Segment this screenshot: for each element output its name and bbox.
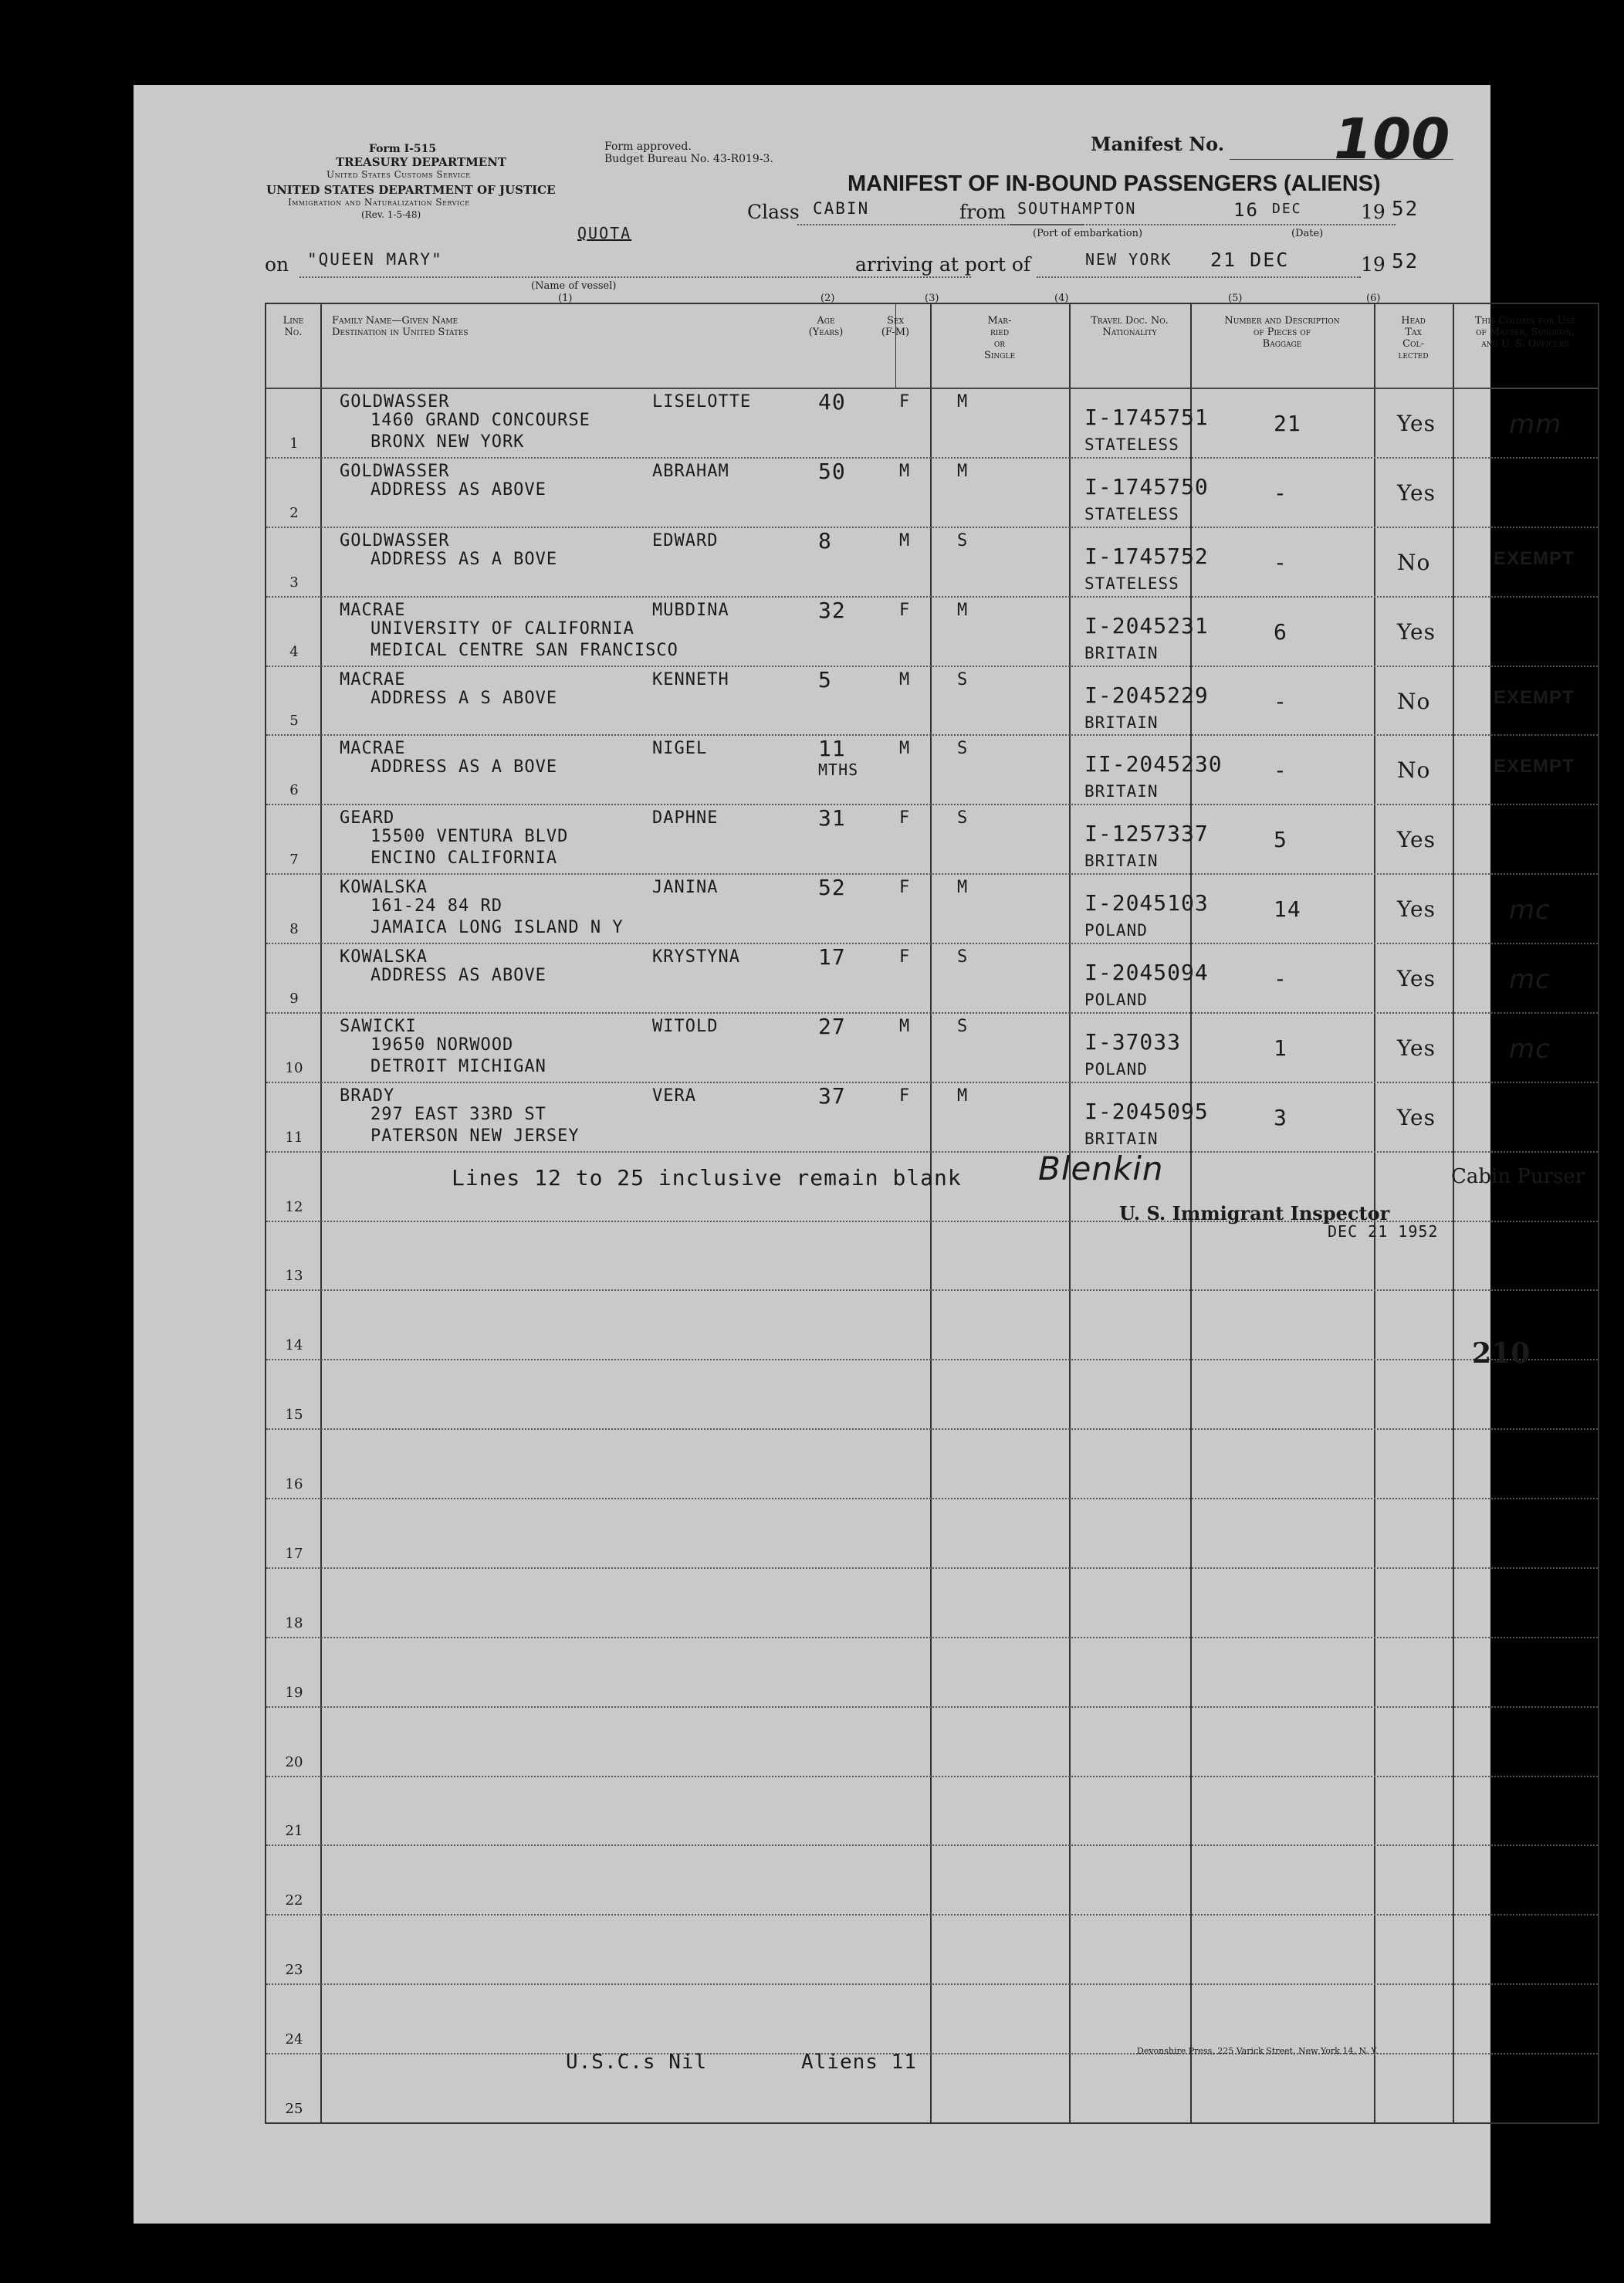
row-rule: [266, 1151, 1598, 1153]
nationality: STATELESS: [1084, 574, 1179, 593]
arriving-label: arriving at port of: [855, 253, 1031, 276]
line-number: 20: [285, 1753, 303, 1770]
travel-doc-number: I-37033: [1084, 1028, 1182, 1055]
passenger-given-name: KRYSTYNA: [652, 947, 740, 967]
passenger-sex: F: [899, 600, 911, 620]
col-head-age: [791, 315, 861, 338]
baggage-count: -: [1274, 688, 1287, 714]
baggage-count: 3: [1274, 1104, 1287, 1130]
passenger-sex: M: [899, 530, 911, 550]
col-num-5: (5): [1228, 293, 1243, 304]
passenger-sex: M: [899, 669, 911, 689]
baggage-count: 14: [1274, 896, 1301, 923]
passenger-family-name: MACRAE: [340, 600, 406, 620]
passenger-age: 5: [818, 666, 832, 693]
customs-service: United States Customs Service: [326, 169, 471, 180]
col-num-4: (4): [1054, 293, 1069, 304]
vessel-line: [299, 276, 971, 278]
inspector-label: U. S. Immigrant Inspector: [1119, 1201, 1390, 1224]
passenger-marital: S: [957, 808, 969, 828]
passenger-family-name: BRADY: [340, 1086, 395, 1106]
vessel-name: "QUEEN MARY": [307, 250, 443, 269]
col-head-married-line: Single: [983, 350, 1016, 361]
destination-line-1: UNIVERSITY OF CALIFORNIA: [370, 618, 634, 638]
destination-line-1: 161-24 84 RD: [370, 896, 502, 916]
row-rule: [266, 596, 1598, 598]
row-rule: [266, 1776, 1598, 1777]
travel-doc-number: II-2045230: [1084, 751, 1223, 777]
nationality: BRITAIN: [1084, 1129, 1159, 1148]
destination-line-2: BRONX NEW YORK: [370, 432, 525, 452]
destination-line-2: JAMAICA LONG ISLAND N Y: [370, 918, 624, 938]
from-label: from: [959, 201, 1006, 223]
row-rule: [266, 1914, 1598, 1915]
embark-month: DEC: [1272, 201, 1302, 217]
purser-signature: Blenkin: [1038, 1149, 1164, 1187]
embark-day: 16: [1233, 199, 1259, 221]
col-head-sex: [861, 315, 930, 338]
passenger-table: [265, 303, 1599, 2124]
year-prefix-2: 19: [1361, 253, 1385, 276]
nationality: BRITAIN: [1084, 852, 1159, 871]
class-label: Class: [747, 201, 800, 223]
destination-line-1: ADDRESS AS A BOVE: [370, 757, 558, 777]
travel-doc-number: I-1745751: [1084, 405, 1209, 430]
line-number: 17: [285, 1545, 303, 1562]
line-number: 6: [289, 782, 299, 799]
col-head-married: [930, 315, 1069, 361]
passenger-age: 11: [818, 736, 846, 762]
passenger-family-name: GOLDWASSER: [340, 530, 450, 550]
embark-caption: (Port of embarkation): [1033, 228, 1143, 239]
passenger-age: 37: [818, 1082, 846, 1109]
col-num-1: (1): [558, 293, 573, 304]
line-number: 5: [289, 713, 299, 730]
col-head-tax-line: Col-: [1402, 338, 1424, 350]
head-tax: Yes: [1397, 479, 1436, 506]
col-head-name: [332, 315, 641, 338]
passenger-sex: F: [899, 1086, 911, 1106]
row-rule: [266, 1289, 1598, 1291]
baggage-count: -: [1274, 479, 1287, 506]
head-tax: Yes: [1397, 966, 1436, 992]
line-number: 4: [289, 643, 299, 660]
baggage-count: -: [1274, 549, 1287, 575]
from-value: SOUTHAMPTON: [1017, 199, 1137, 218]
line-number: 18: [285, 1614, 303, 1631]
passenger-marital: S: [957, 947, 969, 967]
destination-line-1: ADDRESS A S ABOVE: [370, 688, 558, 708]
passenger-given-name: VERA: [652, 1086, 696, 1106]
passenger-family-name: GOLDWASSER: [340, 461, 450, 481]
col-head-baggage-line: Number and Description: [1224, 315, 1340, 327]
destination-line-2: ENCINO CALIFORNIA: [370, 849, 558, 869]
passenger-family-name: KOWALSKA: [340, 947, 428, 967]
passenger-marital: S: [957, 530, 969, 550]
destination-line-1: ADDRESS AS ABOVE: [370, 479, 546, 500]
line-number: 16: [285, 1476, 303, 1493]
line-number: 12: [285, 1198, 303, 1215]
col-head-baggage: [1190, 315, 1374, 350]
passenger-family-name: MACRAE: [340, 669, 406, 689]
col-num-6: (6): [1366, 293, 1381, 304]
head-tax: Yes: [1397, 618, 1436, 645]
line-number: 10: [285, 1059, 303, 1076]
line-number: 21: [285, 1823, 303, 1840]
passenger-family-name: KOWALSKA: [340, 878, 428, 898]
passenger-given-name: KENNETH: [652, 669, 729, 689]
officer-initials: mc: [1509, 1033, 1551, 1065]
embark-year: 52: [1392, 198, 1419, 221]
col-head-married-line: Mar-: [987, 315, 1012, 327]
col-head-tax-line: lected: [1398, 350, 1429, 361]
passenger-age: 8: [818, 527, 832, 554]
form-approved: Form approved.: [604, 141, 692, 153]
col-head-married-line: ried: [990, 327, 1010, 338]
col-head-baggage-line: Baggage: [1262, 338, 1302, 350]
passenger-age: 17: [818, 944, 846, 970]
row-rule: [266, 1637, 1598, 1638]
col-head-name-line: Destination in United States: [332, 327, 469, 338]
passenger-sex: M: [899, 739, 911, 759]
column-divider: [1069, 304, 1071, 2122]
manifest-no-value: 100: [1334, 107, 1450, 171]
passenger-given-name: LISELOTTE: [652, 392, 752, 412]
exempt-stamp: EXEMPT: [1494, 686, 1575, 708]
form-revision: (Rev. 1-5-48): [361, 209, 421, 220]
line-number: 19: [285, 1684, 303, 1701]
travel-doc-number: I-2045095: [1084, 1098, 1209, 1124]
baggage-count: -: [1274, 757, 1287, 784]
col-head-name-line: Family Name—Given Name: [332, 315, 458, 327]
from-line: [1010, 224, 1396, 225]
passenger-family-name: GOLDWASSER: [340, 392, 450, 412]
col-head-age-line: Age: [817, 315, 835, 327]
travel-doc-number: I-1745750: [1084, 473, 1209, 500]
passenger-marital: M: [957, 1086, 969, 1106]
baggage-count: 21: [1274, 411, 1301, 436]
line-number: 2: [289, 504, 299, 521]
class-value: CABIN: [813, 199, 870, 218]
line-number: 11: [285, 1129, 303, 1146]
nationality: BRITAIN: [1084, 713, 1159, 732]
passenger-age: 31: [818, 805, 846, 832]
line-number: 13: [285, 1268, 303, 1285]
officer-initials: mm: [1509, 409, 1562, 440]
passenger-given-name: JANINA: [652, 878, 719, 898]
passenger-age-unit: MTHS: [818, 760, 859, 780]
passenger-family-name: SAWICKI: [340, 1016, 417, 1036]
col-head-age-line: (Years): [808, 327, 844, 338]
col-head-line-line: No.: [284, 327, 303, 338]
destination-line-2: MEDICAL CENTRE SAN FRANCISCO: [370, 640, 678, 660]
manifest-title: MANIFEST OF IN-BOUND PASSENGERS (ALIENS): [848, 171, 1381, 196]
col-head-married-line: or: [993, 338, 1006, 350]
col-head-tax-line: Tax: [1405, 327, 1422, 338]
col-num-2: (2): [820, 293, 835, 304]
passenger-marital: S: [957, 739, 969, 759]
head-tax: No: [1397, 549, 1431, 575]
column-divider: [320, 304, 322, 2122]
col-num-3: (3): [925, 293, 939, 304]
passenger-sex: F: [899, 808, 911, 828]
passenger-age: 50: [818, 458, 846, 484]
nationality: BRITAIN: [1084, 643, 1159, 662]
passenger-sex: M: [899, 461, 911, 481]
row-rule: [266, 804, 1598, 805]
travel-doc-number: I-2045231: [1084, 612, 1209, 638]
nationality: STATELESS: [1084, 435, 1179, 454]
travel-doc-number: I-1257337: [1084, 821, 1209, 847]
passenger-age: 27: [818, 1013, 846, 1039]
row-rule: [266, 1844, 1598, 1846]
line-number: 1: [289, 435, 299, 452]
row-rule: [266, 2053, 1598, 2054]
passenger-family-name: MACRAE: [340, 739, 406, 759]
justice-dept: UNITED STATES DEPARTMENT OF JUSTICE: [266, 183, 556, 197]
travel-doc-number: I-2045229: [1084, 682, 1209, 708]
arrival-year: 52: [1392, 250, 1419, 273]
passenger-marital: S: [957, 669, 969, 689]
row-rule: [266, 943, 1598, 944]
line-number: 15: [285, 1407, 303, 1424]
line-number: 3: [289, 574, 299, 591]
destination-line-1: 297 EAST 33RD ST: [370, 1104, 546, 1124]
col-head-travel-doc-line: Travel Doc. No.: [1091, 315, 1169, 327]
col-head-sex-line: (F-M): [881, 327, 910, 338]
col-head-travel-doc: [1069, 315, 1190, 338]
head-tax: Yes: [1397, 411, 1436, 436]
blank-lines-note: Lines 12 to 25 inclusive remain blank: [452, 1164, 962, 1191]
line-number: 7: [289, 852, 299, 869]
passenger-sex: F: [899, 947, 911, 967]
line-number: 22: [285, 1892, 303, 1909]
ins-service: Immigration and Naturalization Service: [288, 197, 470, 208]
printer-credit: Devonshire Press, 225 Varick Street, New York 14, N. Y.: [1137, 2046, 1379, 2056]
row-rule: [266, 1567, 1598, 1569]
treasury-dept: TREASURY DEPARTMENT: [336, 155, 507, 169]
head-tax: No: [1397, 688, 1431, 714]
baggage-count: -: [1274, 966, 1287, 992]
line-number: 8: [289, 921, 299, 938]
head-tax: Yes: [1397, 1035, 1436, 1061]
count-note: 210: [1472, 1337, 1531, 1370]
baggage-count: 1: [1274, 1035, 1287, 1061]
arrival-line: [1037, 276, 1361, 278]
passenger-age: 52: [818, 875, 846, 901]
head-tax: Yes: [1397, 896, 1436, 923]
col-head-officers-line: of Master, Surgeon,: [1476, 327, 1575, 338]
head-tax: No: [1397, 757, 1431, 784]
passenger-given-name: EDWARD: [652, 530, 719, 550]
passenger-given-name: NIGEL: [652, 739, 708, 759]
passenger-marital: S: [957, 1016, 969, 1036]
passenger-marital: M: [957, 878, 969, 898]
destination-line-1: 19650 NORWOOD: [370, 1035, 514, 1055]
passenger-given-name: WITOLD: [652, 1016, 719, 1036]
row-rule: [266, 1428, 1598, 1430]
destination-line-2: PATERSON NEW JERSEY: [370, 1126, 580, 1146]
col-head-officers: [1453, 315, 1598, 350]
row-rule: [266, 527, 1598, 528]
exempt-stamp: EXEMPT: [1494, 547, 1575, 569]
col-head-officers-line: and U. S. Officers: [1481, 338, 1569, 350]
manifest-sheet: [134, 85, 1585, 2224]
col-head-tax: [1374, 315, 1453, 361]
head-tax: Yes: [1397, 1104, 1436, 1130]
column-divider: [1453, 304, 1454, 2122]
passenger-given-name: ABRAHAM: [652, 461, 729, 481]
passenger-sex: F: [899, 878, 911, 898]
col-head-line-line: Line: [283, 315, 304, 327]
purser-label: Cabin Purser: [1451, 1164, 1585, 1188]
col-head-tax-line: Head: [1401, 315, 1426, 327]
row-rule: [266, 1359, 1598, 1360]
nationality: BRITAIN: [1084, 782, 1159, 801]
arrival-port: NEW YORK: [1085, 250, 1172, 269]
footer-aliens: Aliens 11: [801, 2051, 917, 2074]
on-label: on: [265, 253, 289, 276]
travel-doc-number: I-1745752: [1084, 543, 1209, 569]
line-number: 24: [285, 2031, 303, 2048]
col-head-baggage-line: of Pieces of: [1253, 327, 1311, 338]
nationality: STATELESS: [1084, 504, 1179, 523]
row-rule: [266, 873, 1598, 875]
passenger-given-name: DAPHNE: [652, 808, 719, 828]
passenger-age: 40: [818, 389, 846, 415]
baggage-count: 6: [1274, 618, 1287, 645]
inspector-date-stamp: DEC 21 1952: [1328, 1221, 1439, 1241]
officer-initials: mc: [1509, 964, 1551, 996]
year-prefix: 19: [1361, 201, 1385, 223]
line-number: 14: [285, 1337, 303, 1354]
row-rule: [266, 1498, 1598, 1499]
line-number: 25: [285, 2101, 303, 2117]
column-divider: [930, 304, 932, 2122]
destination-line-1: 1460 GRAND CONCOURSE: [370, 411, 590, 430]
row-rule: [266, 1082, 1598, 1083]
travel-doc-number: I-2045103: [1084, 890, 1209, 916]
budget-bureau: Budget Bureau No. 43-R019-3.: [604, 153, 773, 165]
line-number: 23: [285, 1962, 303, 1979]
passenger-marital: M: [957, 392, 969, 412]
arrival-date: 21 DEC: [1210, 249, 1290, 271]
manifest-no-label: Manifest No.: [1091, 133, 1225, 155]
destination-line-2: DETROIT MICHIGAN: [370, 1056, 546, 1076]
col-head-officers-line: This Column for Use: [1474, 315, 1576, 327]
passenger-age: 32: [818, 597, 846, 623]
destination-line-1: ADDRESS AS ABOVE: [370, 966, 546, 986]
passenger-sex: F: [899, 392, 911, 412]
officer-initials: mc: [1509, 895, 1551, 926]
destination-line-1: 15500 VENTURA BLVD: [370, 827, 569, 847]
passenger-sex: M: [899, 1016, 911, 1036]
passenger-given-name: MUBDINA: [652, 600, 729, 620]
row-rule: [266, 1012, 1598, 1014]
row-rule: [266, 734, 1598, 736]
header-rule: [266, 388, 1598, 389]
col-head-line: [266, 315, 320, 338]
form-number: Form I-515: [369, 143, 437, 155]
row-rule: [266, 1983, 1598, 1985]
baggage-count: 5: [1274, 827, 1287, 853]
row-rule: [266, 666, 1598, 667]
col-head-sex-line: Sex: [887, 315, 904, 327]
footer-uscs: U.S.C.s Nil: [566, 2051, 708, 2074]
vessel-caption: (Name of vessel): [531, 280, 617, 292]
row-rule: [266, 1706, 1598, 1708]
passenger-marital: M: [957, 600, 969, 620]
passenger-marital: M: [957, 461, 969, 481]
nationality: POLAND: [1084, 921, 1148, 940]
row-rule: [266, 457, 1598, 459]
travel-doc-number: I-2045094: [1084, 960, 1209, 986]
passenger-family-name: GEARD: [340, 808, 395, 828]
nationality: POLAND: [1084, 1059, 1148, 1079]
destination-line-1: ADDRESS AS A BOVE: [370, 549, 558, 569]
quota-label: QUOTA: [577, 224, 632, 242]
line-number: 9: [289, 990, 299, 1007]
nationality: POLAND: [1084, 991, 1148, 1010]
col-head-travel-doc-line: Nationality: [1102, 327, 1157, 338]
date-caption: (Date): [1291, 228, 1324, 239]
head-tax: Yes: [1397, 827, 1436, 853]
exempt-stamp: EXEMPT: [1494, 756, 1575, 777]
